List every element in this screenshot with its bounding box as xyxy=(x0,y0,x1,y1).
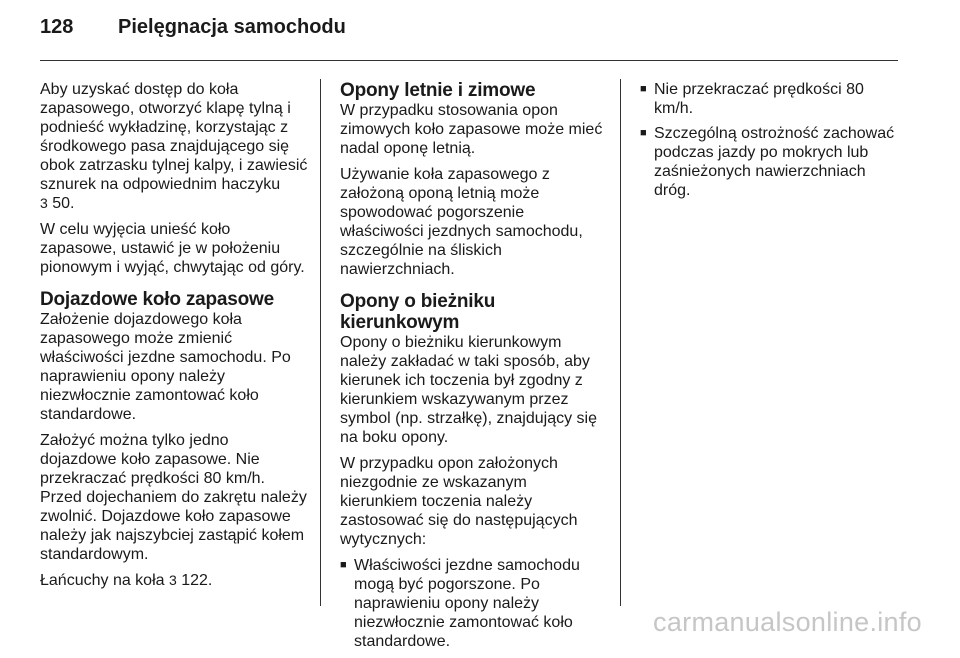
page-reference[interactable]: 122. xyxy=(181,572,213,589)
column-1 xyxy=(40,80,308,597)
header-rule xyxy=(40,60,898,61)
page-reference[interactable]: 50. xyxy=(52,195,75,212)
bullet-icon: ■ xyxy=(640,83,647,95)
paragraph: Założenie dojazdowego koła zapasowego może zmienić właściwości jezdne samochodu. Po naprawieniu opony należy niezwłocznie zamontować koło standardowe. xyxy=(40,311,291,423)
column-divider-1 xyxy=(320,79,321,606)
list-item: ■ Nie przekraczać prędkości 80 km/h. xyxy=(640,81,864,117)
bullet-icon: ■ xyxy=(340,559,347,571)
page-header xyxy=(40,16,346,46)
paragraph: Używanie koła zapasowego z założoną oponą letnią może spowodować pogorszenie właściwości jezdnych samochodu, szczególnie na śliskich nawierzchniach. xyxy=(340,166,583,278)
list-item: ■ Właściwości jezdne samochodu mogą być pogorszone. Po naprawieniu opony należy niezwłocznie zamontować koło standardowe. xyxy=(340,557,580,650)
paragraph: Łańcuchy na koła 3 122. xyxy=(40,572,213,589)
paragraph: W przypadku opon założonych niezgodnie ze wskazanym kierunkiem toczenia należy zastosować się do następujących wytycznych: xyxy=(340,455,578,548)
column-3 xyxy=(640,80,902,207)
list-item: ■ Szczególną ostrożność zachować podczas jazdy po mokrych lub zaśnieżonych nawierzchniach dróg. xyxy=(640,125,895,199)
page-reference-icon: 3 xyxy=(40,195,48,211)
page-number: 128 xyxy=(40,16,74,38)
section-heading: Dojazdowe koło zapasowe xyxy=(40,289,275,310)
bullet-list xyxy=(340,556,604,651)
column-2 xyxy=(340,80,604,658)
paragraph: Opony o bieżniku kierunkowym należy zakładać w taki sposób, aby kierunek ich toczenia był zgodny z kierunkiem wskazywanym przez symbol (np. strzałkę), znajdujący się na boku opony. xyxy=(340,334,597,446)
section-heading: Opony letnie i zimowe xyxy=(340,80,536,101)
paragraph: W celu wyjęcia unieść koło zapasowe, ustawić je w położeniu pionowym i wyjąć, chwytając od góry. xyxy=(40,221,305,276)
column-divider-2 xyxy=(620,79,621,606)
paragraph: Aby uzyskać dostęp do koła zapasowego, otworzyć klapę tylną i podnieść wykładzinę, korzystając z środkowego pasa znajdującego się obok zatrzasku tylnej kalpy, i zawiesić sznurek na odpowiednim haczyku 3 50. xyxy=(40,81,308,212)
bullet-icon: ■ xyxy=(640,127,647,139)
watermark: carmanualsonline.info xyxy=(653,607,922,637)
paragraph: Założyć można tylko jedno dojazdowe koło zapasowe. Nie przekraczać prędkości 80 km/h. Przed dojechaniem do zakrętu należy zwolnić. Dojazdowe koło zapasowe należy jak najszybciej zastąpić kołem standardowym. xyxy=(40,432,307,563)
paragraph: W przypadku stosowania opon zimowych koło zapasowe może mieć nadal oponę letnią. xyxy=(340,102,603,157)
page-reference-icon: 3 xyxy=(168,572,177,588)
bullet-list xyxy=(640,80,902,200)
page-title: Pielęgnacja samochodu xyxy=(118,16,346,38)
section-heading: Opony o bieżniku kierunkowym xyxy=(340,291,496,333)
